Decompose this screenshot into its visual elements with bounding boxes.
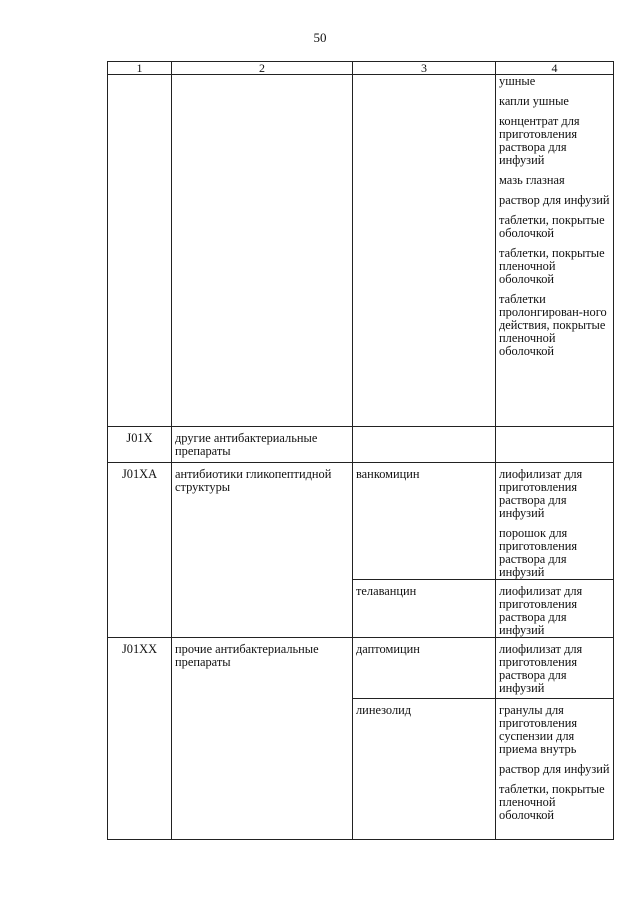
dosage-form: таблетки, покрытые оболочкой: [499, 213, 605, 240]
dosage-form: гранулы для приготовления суспензии для приема внутрь: [499, 703, 578, 756]
atc-code-cell: [108, 75, 172, 427]
header-row: [108, 62, 614, 75]
table-row: [108, 638, 614, 699]
dosage-form: таблетки пролонгирован-ного действия, покрытые пленочной оболочкой: [499, 292, 607, 358]
column-header-3: 3: [353, 62, 496, 75]
atc-code-cell: J01X: [108, 427, 172, 463]
atc-code-cell: J01XX: [108, 638, 172, 840]
dosage-form: таблетки, покрытые пленочной оболочкой: [499, 782, 605, 822]
atc-code-cell: J01XA: [108, 463, 172, 638]
dosage-form: раствор для инфузий: [499, 762, 610, 776]
drug-name-cell: ванкомицин: [353, 463, 496, 580]
dosage-forms-cell: [496, 75, 614, 427]
dosage-forms-cell: [496, 463, 614, 580]
dosage-form: порошок для приготовления раствора для инфузий: [499, 526, 578, 579]
dosage-form: лиофилизат для приготовления раствора для инфузий: [499, 642, 583, 695]
table-row: [108, 463, 614, 580]
dosage-form: раствор для инфузий: [499, 193, 610, 207]
group-cell: [172, 75, 353, 427]
table-row: [108, 427, 614, 463]
drug-name-cell: телаванцин: [353, 580, 496, 638]
column-header-4: 4: [496, 62, 614, 75]
dosage-forms-cell: [496, 699, 614, 840]
drug-name-cell: линезолид: [353, 699, 496, 840]
dosage-forms-cell: [496, 427, 614, 463]
group-cell: прочие антибактериальные препараты: [172, 638, 353, 840]
dosage-forms-cell: [496, 638, 614, 699]
column-header-2: 2: [172, 62, 353, 75]
dosage-form: лиофилизат для приготовления раствора для инфузий: [499, 467, 583, 520]
dosage-form: таблетки, покрытые пленочной оболочкой: [499, 246, 605, 286]
drug-table: [107, 61, 614, 840]
dosage-form: капли ушные: [499, 94, 569, 108]
dosage-forms-cell: [496, 580, 614, 638]
group-cell: антибиотики гликопептидной структуры: [172, 463, 353, 638]
dosage-form: лиофилизат для приготовления раствора для инфузий: [499, 584, 583, 637]
page-number: 50: [313, 30, 327, 45]
drug-name-cell: даптомицин: [353, 638, 496, 699]
drug-name-cell: [353, 75, 496, 427]
group-cell: другие антибактериальные препараты: [172, 427, 353, 463]
dosage-form: мазь глазная: [499, 173, 565, 187]
drug-name-cell: [353, 427, 496, 463]
dosage-form: ушные: [499, 74, 536, 88]
column-header-1: 1: [108, 62, 172, 75]
dosage-form: концентрат для приготовления раствора для инфузий: [499, 114, 580, 167]
table-row: [108, 75, 614, 427]
